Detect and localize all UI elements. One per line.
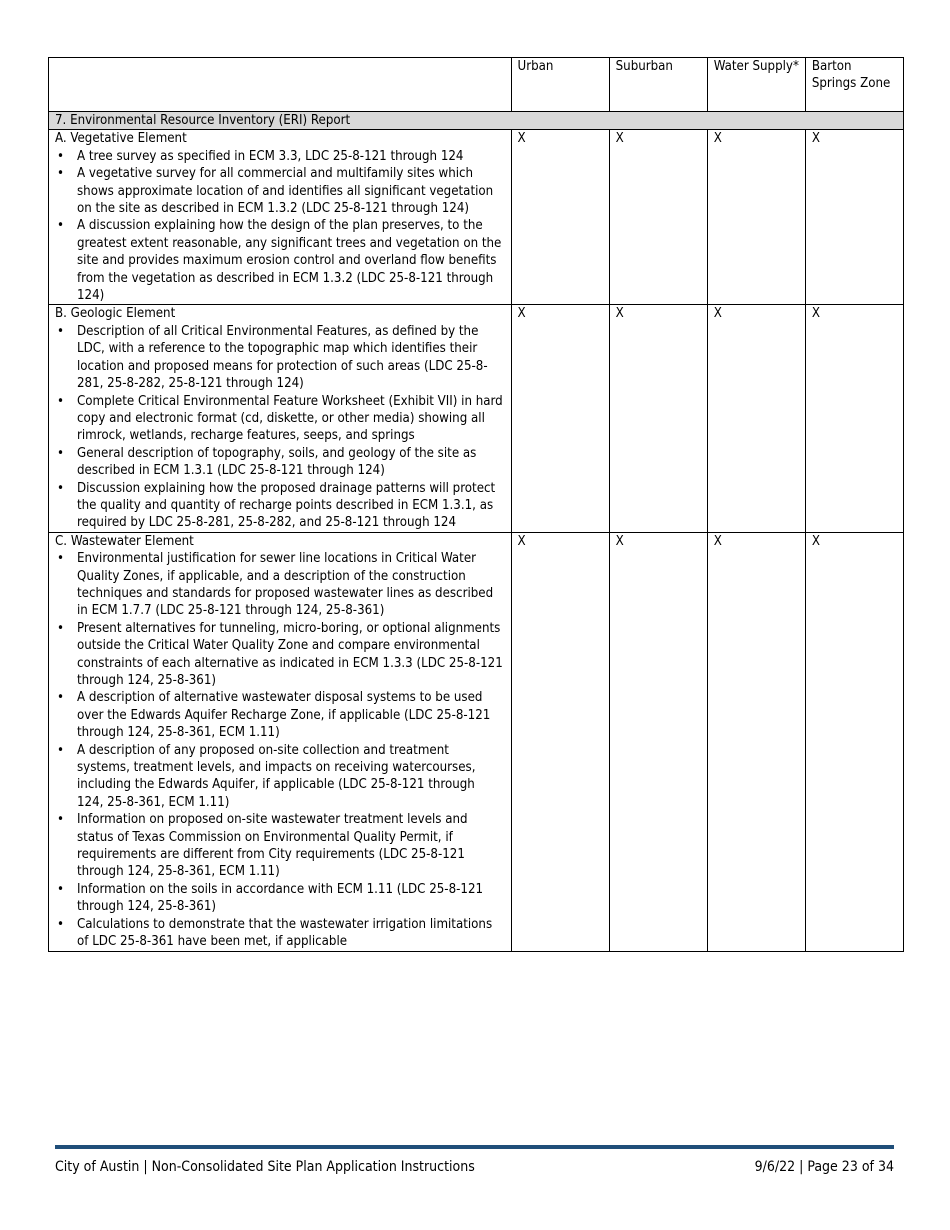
mark-water-supply: X [707,305,805,532]
header-suburban: Suburban [609,58,707,112]
header-barton-springs-zone: Barton Springs Zone [805,58,903,112]
mark-urban: X [511,130,609,305]
table-header-row [49,58,904,112]
header-water-supply: Water Supply* [707,58,805,112]
requirement-item: • A description of alternative wastewater disposal systems to be used over the Edwards Aquifer Recharge Zone, if applicable (LDC 25-8-121 through 124, 25-8-361, ECM 1.11) [77,689,505,741]
group-title: C. Wastewater Element [55,533,194,549]
mark-suburban: X [609,305,707,532]
requirements-table [48,57,904,952]
mark-urban: X [511,532,609,951]
group-title: B. Geologic Element [55,306,176,322]
requirement-item: • Discussion explaining how the proposed drainage patterns will protect the quality and quantity of recharge points described in ECM 1.3.1, as required by LDC 25-8-281, 25-8-282, and 25-8-121 through 124 [77,480,505,532]
mark-barton-springs-zone: X [805,532,903,951]
header-urban: Urban [511,58,609,112]
section-title: 7. Environmental Resource Inventory (ERI) Report [49,112,904,130]
requirement-item: • Environmental justification for sewer line locations in Critical Water Quality Zones, if applicable, and a description of the construction techniques and standards for proposed wastewater lines as described in ECM 1.7.7 (LDC 25-8-121 through 124, 25-8-361) [77,550,505,620]
requirement-item: • A discussion explaining how the design of the plan preserves, to the greatest extent reasonable, any significant trees and vegetation on the site and provides maximum erosion control and overland flow benefits from the vegetation as described in ECM 1.3.2 (LDC 25-8-121 through 124) [77,217,505,304]
requirement-list [55,148,505,305]
requirement-item: • A tree survey as specified in ECM 3.3, LDC 25-8-121 through 124 [77,148,505,165]
requirement-description-cell [49,305,512,532]
mark-suburban: X [609,532,707,951]
footer-date-page: 9/6/22 | Page 23 of 34 [754,1159,894,1175]
mark-water-supply: X [707,130,805,305]
header-blank-cell [49,58,512,112]
requirement-description-cell [49,532,512,951]
mark-urban: X [511,305,609,532]
mark-barton-springs-zone: X [805,130,903,305]
requirement-item: • Calculations to demonstrate that the wastewater irrigation limitations of LDC 25-8-361 have been met, if applicable [77,916,505,951]
section-row [49,112,904,130]
requirement-list [55,323,505,532]
requirement-list [55,550,505,950]
requirement-item: • Present alternatives for tunneling, micro-boring, or optional alignments outside the Critical Water Quality Zone and compare environmental constraints of each alternative as indicated in ECM 1.3.3 (LDC 25-8-121 through 124, 25-8-361) [77,620,505,690]
requirement-group-row [49,305,904,532]
mark-barton-springs-zone: X [805,305,903,532]
requirement-item: • Information on the soils in accordance with ECM 1.11 (LDC 25-8-121 through 124, 25-8-361) [77,881,505,916]
requirements-table-body [49,58,904,952]
requirement-item: • General description of topography, soils, and geology of the site as described in ECM 1.3.1 (LDC 25-8-121 through 124) [77,445,505,480]
mark-suburban: X [609,130,707,305]
requirement-item: • A description of any proposed on-site collection and treatment systems, treatment levels, and impacts on receiving watercourses, including the Edwards Aquifer, if applicable (LDC 25-8-121 through 124, 25-8-361, ECM 1.11) [77,742,505,812]
requirement-item: • A vegetative survey for all commercial and multifamily sites which shows approximate location of and identifies all significant vegetation on the site as described in ECM 1.3.2 (LDC 25-8-121 through 124) [77,165,505,217]
page-footer [55,1145,894,1175]
requirement-group-row [49,130,904,305]
requirement-item: • Information on proposed on-site wastewater treatment levels and status of Texas Commission on Environmental Quality Permit, if requirements are different from City requirements (LDC 25-8-121 through 124, 25-8-361, ECM 1.11) [77,811,505,881]
mark-water-supply: X [707,532,805,951]
requirement-item: • Description of all Critical Environmental Features, as defined by the LDC, with a reference to the topographic map which identifies their location and proposed means for protection of such areas (LDC 25-8-281, 25-8-282, 25-8-121 through 124) [77,323,505,393]
requirement-group-row [49,532,904,951]
group-title: A. Vegetative Element [55,131,187,147]
requirement-description-cell [49,130,512,305]
requirement-item: • Complete Critical Environmental Feature Worksheet (Exhibit VII) in hard copy and electronic format (cd, diskette, or other media) showing all rimrock, wetlands, recharge features, seeps, and springs [77,393,505,445]
footer-document-title: City of Austin | Non-Consolidated Site Plan Application Instructions [55,1159,475,1175]
